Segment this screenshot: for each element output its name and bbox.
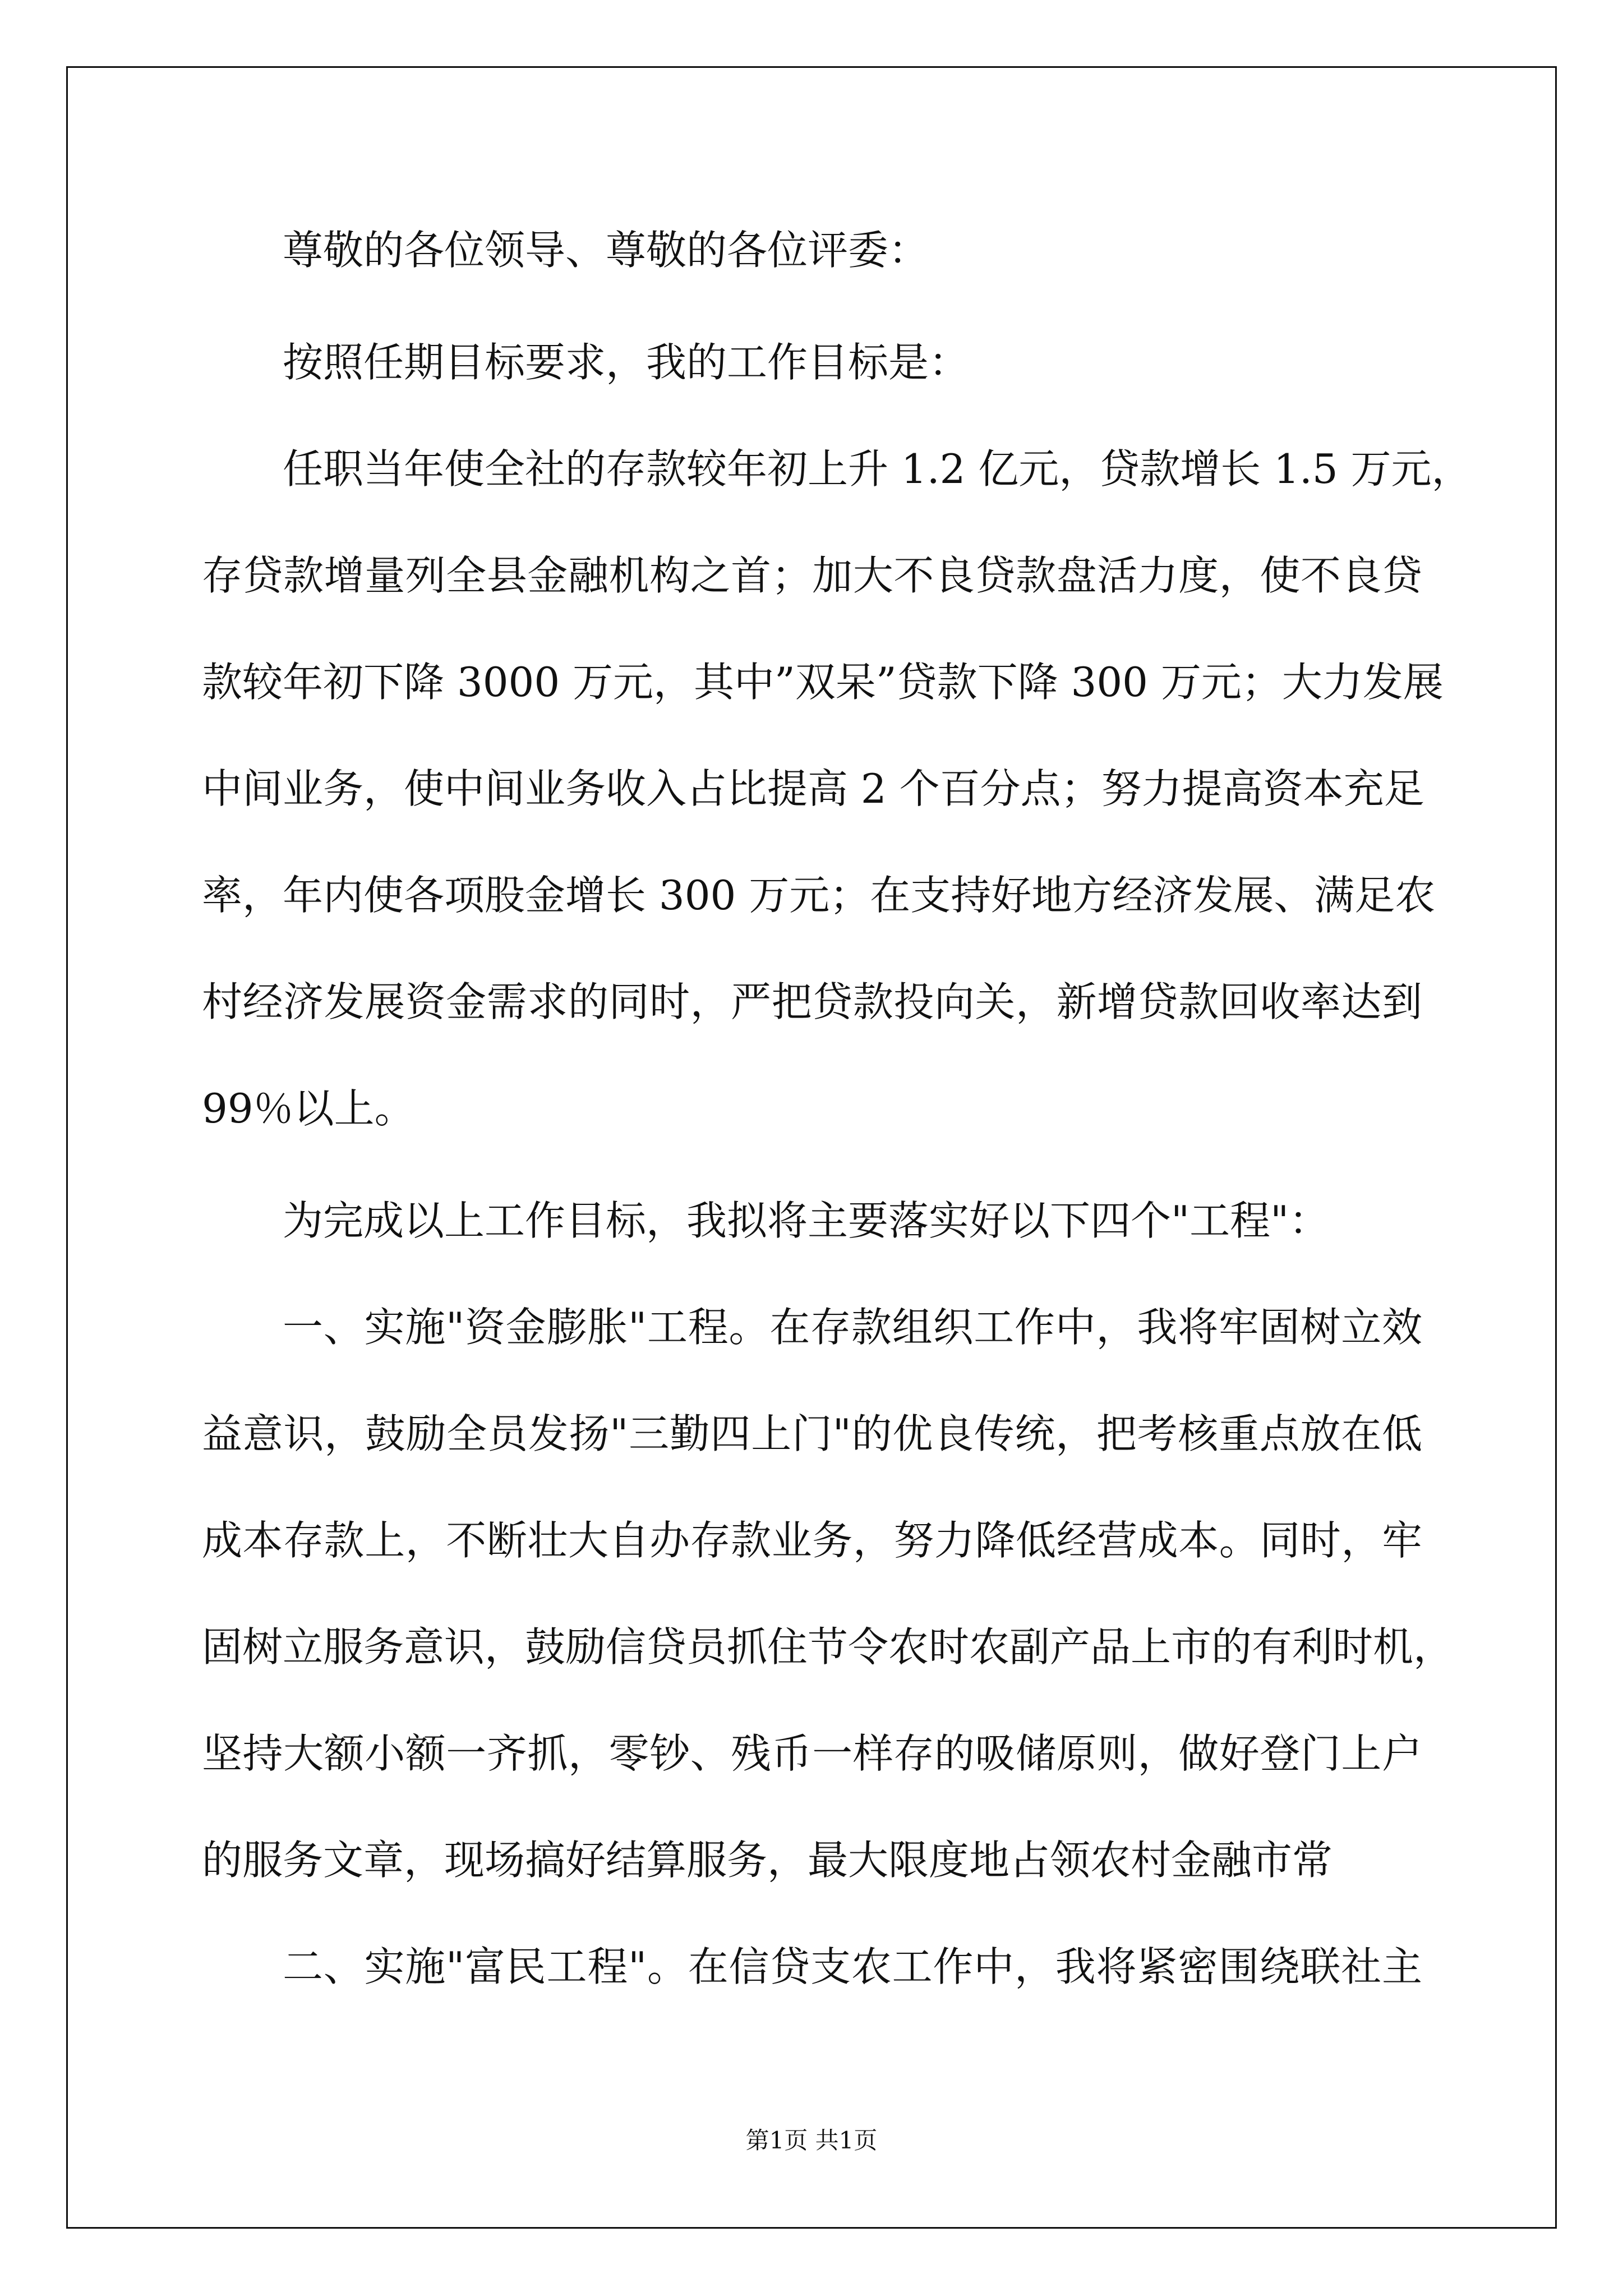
paragraph-line: 率，年内使各项股金增长 300 万元；在支持好地方经济发展、满足农 (202, 872, 1436, 919)
paragraph-line: 为完成以上工作目标，我拟将主要落实好以下四个"工程"： (283, 1197, 1330, 1244)
page-footer: 第1页 共1页 (745, 2127, 878, 2154)
page-border (66, 66, 1557, 2229)
paragraph-line: 99％以上。 (202, 1085, 415, 1132)
paragraph-line: 任职当年使全社的存款较年初上升 1.2 亿元，贷款增长 1.5 万元， (283, 445, 1472, 493)
paragraph-line: 存贷款增量列全县金融机构之首；加大不良贷款盘活力度，使不良贷 (202, 552, 1422, 599)
paragraph-line: 二、实施"富民工程"。在信贷支农工作中，我将紧密围绕联社主 (283, 1943, 1422, 1990)
paragraph-line: 固树立服务意识，鼓励信贷员抓住节令农时农副产品上市的有利时机， (202, 1623, 1454, 1671)
paragraph-line: 中间业务，使中间业务收入占比提高 2 个百分点；努力提高资本充足 (202, 765, 1424, 812)
paragraph-line: 坚持大额小额一齐抓，零钞、残币一样存的吸储原则，做好登门上户 (202, 1730, 1422, 1777)
salutation-line: 尊敬的各位领导、尊敬的各位评委： (283, 227, 929, 274)
paragraph-line: 的服务文章，现场搞好结算服务，最大限度地占领农村金融市常 (202, 1837, 1333, 1884)
paragraph-line: 成本存款上，不断壮大自办存款业务，努力降低经营成本。同时，牢 (202, 1517, 1422, 1564)
paragraph-line: 按照任期目标要求，我的工作目标是： (283, 339, 970, 386)
paragraph-line: 一、实施"资金膨胀"工程。在存款组织工作中，我将牢固树立效 (283, 1304, 1422, 1351)
paragraph-line: 款较年初下降 3000 万元，其中”双呆”贷款下降 300 万元；大力发展 (202, 659, 1444, 706)
paragraph-line: 村经济发展资金需求的同时，严把贷款投向关，新增贷款回收率达到 (202, 978, 1422, 1025)
paragraph-line: 益意识，鼓励全员发扬"三勤四上门"的优良传统，把考核重点放在低 (202, 1410, 1422, 1457)
